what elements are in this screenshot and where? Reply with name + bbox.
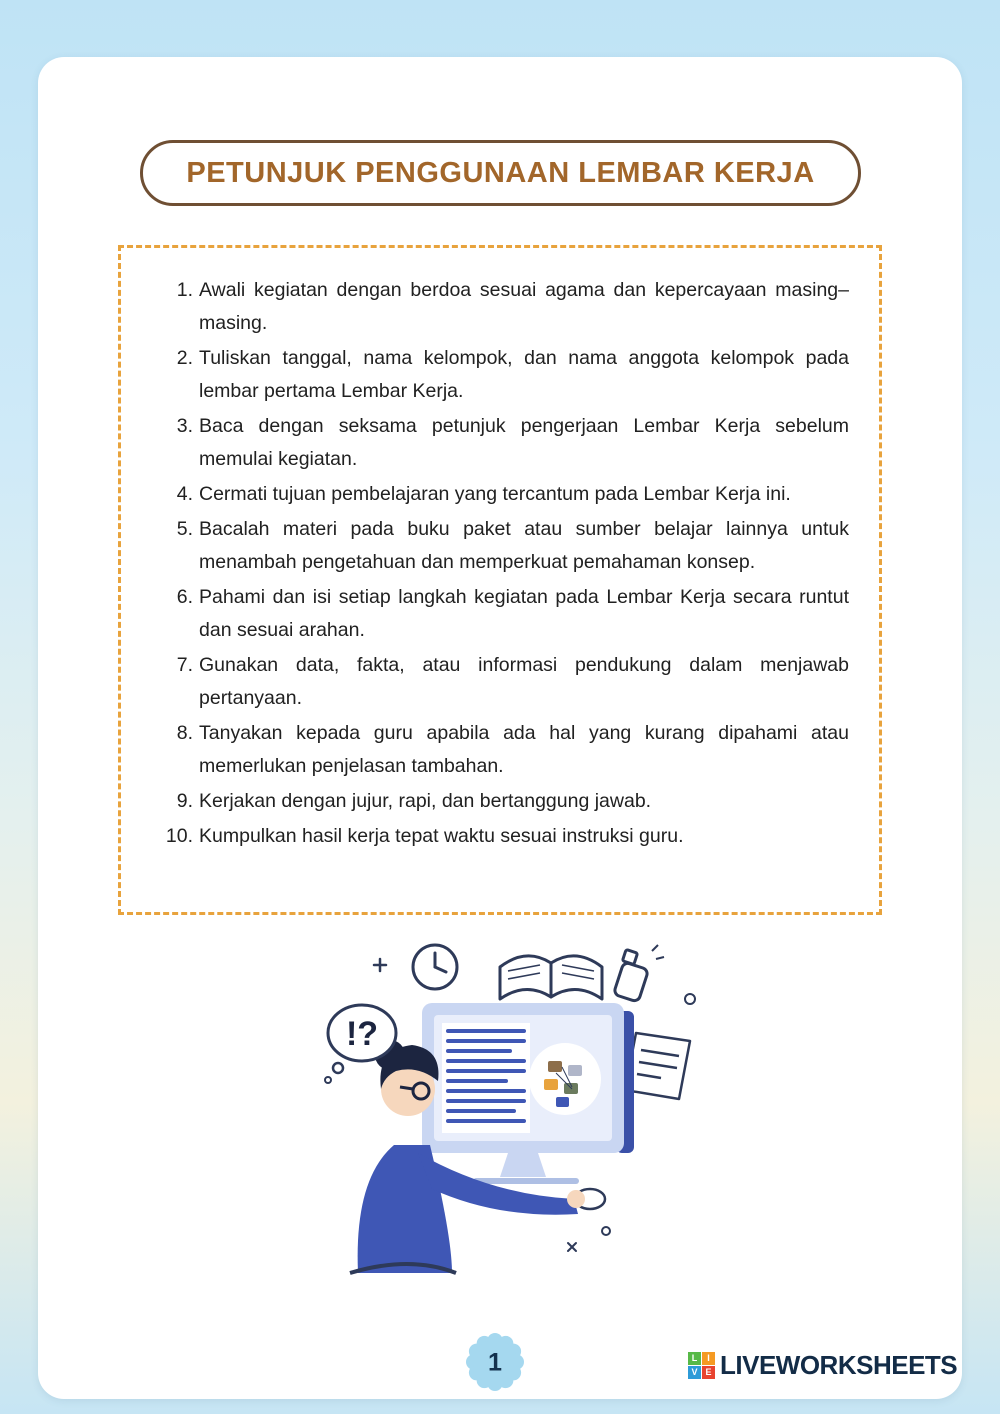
- liveworksheets-logo[interactable]: [688, 1347, 957, 1383]
- study-illustration-svg: [300, 937, 720, 1287]
- instruction-item: Gunakan data, fakta, atau informasi pendukung dalam menjawab pertanyaan.: [199, 654, 849, 709]
- liveworksheets-wordmark[interactable]: LIVEWORKSHEETS: [720, 1349, 958, 1380]
- speech-bubble-text: !?: [345, 1015, 379, 1053]
- clock-icon: [413, 945, 457, 989]
- circle-decor-icon: [685, 994, 695, 1004]
- bottle-icon: [613, 945, 664, 1002]
- instruction-item: Tuliskan tanggal, nama kelompok, dan nama anggota kelompok pada lembar pertama Lembar Kerja.: [199, 347, 849, 402]
- study-illustration: [300, 937, 720, 1287]
- dots-decor-icon: [568, 1227, 610, 1251]
- logo-letter: L: [688, 1352, 701, 1365]
- logo-letter: V: [688, 1366, 701, 1379]
- liveworksheets-logo-grid: [688, 1352, 715, 1379]
- book-icon: [500, 956, 602, 999]
- sparkle-icon: [374, 959, 386, 971]
- instruction-item: Cermati tujuan pembelajaran yang tercantum pada Lembar Kerja ini.: [199, 483, 791, 505]
- instruction-item: Baca dengan seksama petunjuk pengerjaan Lembar Kerja sebelum memulai kegiatan.: [199, 415, 849, 470]
- instruction-item: Bacalah materi pada buku paket atau sumber belajar lainnya untuk menambah pengetahuan dan memperkuat pemahaman konsep.: [199, 518, 849, 573]
- worksheet-card: [38, 57, 962, 1399]
- logo-letter: E: [702, 1366, 715, 1379]
- instructions-list: [155, 274, 849, 853]
- page-number-badge: [466, 1333, 524, 1391]
- scalloped-badge: [466, 1333, 524, 1391]
- computer-monitor: [422, 1003, 634, 1181]
- instructions-box: [118, 245, 882, 915]
- instruction-item: Pahami dan isi setiap langkah kegiatan pada Lembar Kerja secara runtut dan sesuai arahan.: [199, 586, 849, 641]
- page-number: 1: [488, 1348, 502, 1377]
- instruction-item: Awali kegiatan dengan berdoa sesuai agama dan kepercayaan masing–masing.: [199, 279, 849, 334]
- instruction-item: Kumpulkan hasil kerja tepat waktu sesuai instruksi guru.: [199, 825, 684, 847]
- page-title: PETUNJUK PENGGUNAAN LEMBAR KERJA: [140, 140, 861, 206]
- instruction-item: Kerjakan dengan jujur, rapi, dan bertanggung jawab.: [199, 790, 652, 812]
- logo-letter: I: [702, 1352, 715, 1365]
- instruction-item: Tanyakan kepada guru apabila ada hal yang kurang dipahami atau memerlukan penjelasan tambahan.: [199, 722, 849, 777]
